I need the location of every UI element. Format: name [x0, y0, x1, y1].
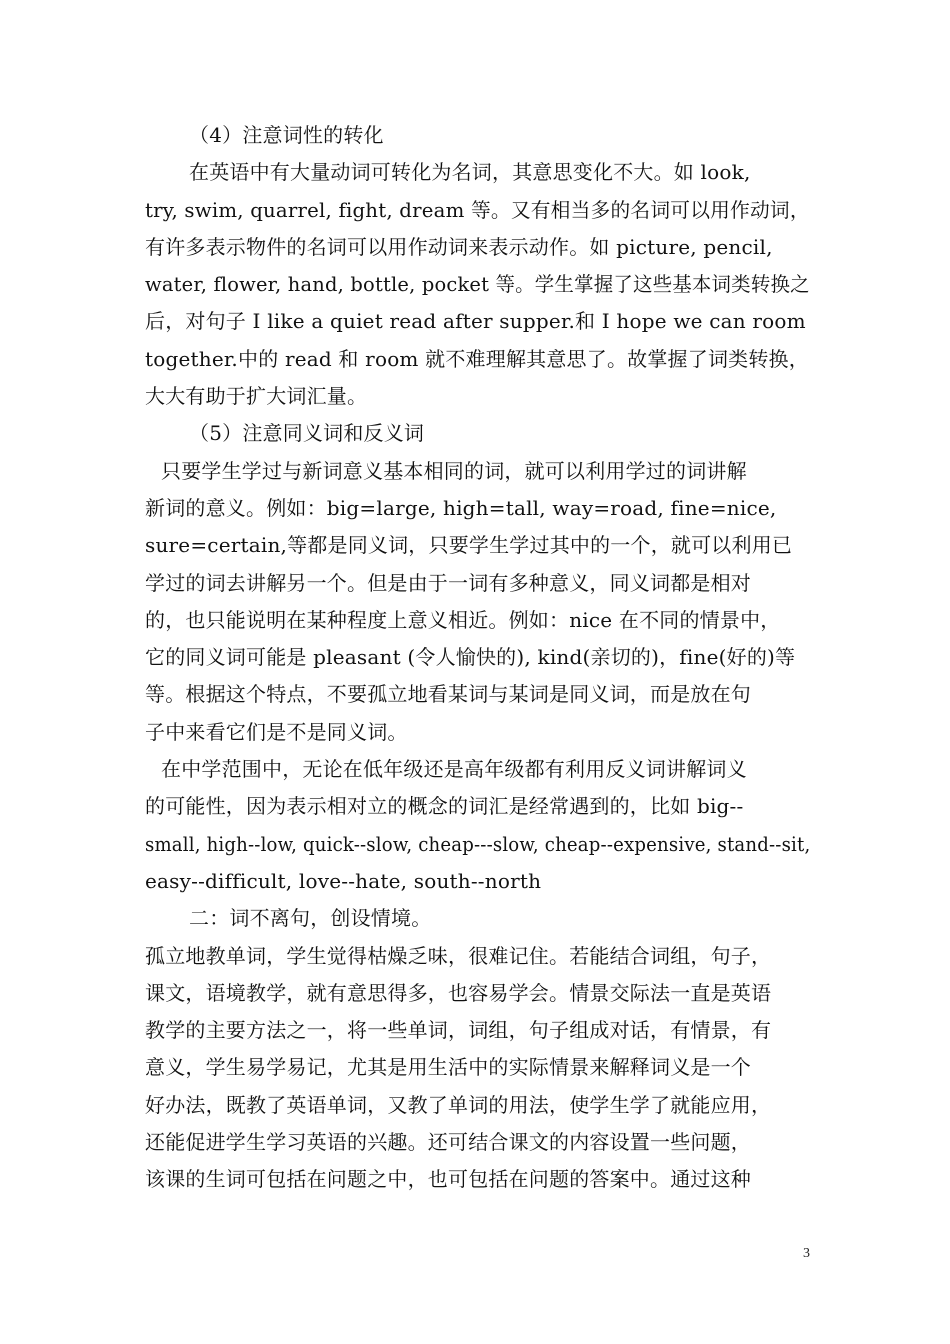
text-line: try, swim, quarrel, fight, dream 等。又有相当多的名词可以用作动词， [145, 197, 810, 222]
text-line: （4）注意词性的转化 [189, 123, 384, 147]
text-line: 孤立地教单词，学生觉得枯燥乏味，很难记住。若能结合词组，句子， [145, 943, 772, 968]
text-line: 的，也只能说明在某种程度上意义相近。例如：nice 在不同的情景中， [145, 607, 781, 632]
text-line: 它的同义词可能是 pleasant (令人愉快的), kind(亲切的)，fine(好的)等 [145, 645, 796, 670]
text-line: 好办法，既教了英语单词，又教了单词的用法，使学生学了就能应用， [145, 1092, 772, 1117]
text-line: 该课的生词可包括在问题之中，也可包括在问题的答案中。通过这种 [145, 1167, 751, 1192]
text-line: 只要学生学过与新词意义基本相同的词，就可以利用学过的词讲解 [161, 458, 747, 483]
text-line: small, high--low, quick--slow, cheap---slow, cheap--expensive, stand--sit, [145, 831, 810, 856]
text-line: 还能促进学生学习英语的兴趣。还可结合课文的内容设置一些问题， [145, 1130, 751, 1155]
text-line: 新词的意义。例如：big=large, high=tall, way=road, fine=nice, [145, 495, 777, 520]
text-line: 大大有助于扩大词汇量。 [145, 384, 368, 409]
text-line: 在英语中有大量动词可转化为名词，其意思变化不大。如 look, [189, 160, 751, 185]
text-line: 子中来看它们是不是同义词。 [145, 719, 408, 744]
text-line: together.中的 read 和 room 就不难理解其意思了。故掌握了词类转换， [145, 346, 809, 371]
text-line: （5）注意同义词和反义词 [189, 421, 425, 446]
text-line: 后，对句子 I like a quiet read after supper.和 I hope we can room [145, 309, 806, 334]
text-line: sure=certain,等都是同义词，只要学生学过其中的一个，就可以利用已 [145, 533, 793, 558]
text-line: 课文，语境教学，就有意思得多，也容易学会。情景交际法一直是英语 [145, 980, 772, 1005]
text-line: 在中学范围中，无论在低年级还是高年级都有利用反义词讲解词义 [161, 757, 747, 782]
body-text [145, 117, 810, 1199]
page-number: 3 [803, 1246, 810, 1261]
text-line: 有许多表示物件的名词可以用作动词来表示动作。如 picture, pencil, [145, 234, 773, 259]
text-line: 意义，学生易学易记，尤其是用生活中的实际情景来解释词义是一个 [145, 1055, 751, 1080]
text-line: water, flower, hand, bottle, pocket 等。学生掌握了这些基本词类转换之 [145, 272, 810, 297]
text-line: 等。根据这个特点，不要孤立地看某词与某词是同义词，而是放在句 [145, 682, 751, 707]
text-line: 教学的主要方法之一，将一些单词，词组，句子组成对话，有情景，有 [145, 1018, 772, 1043]
text-line: 的可能性，因为表示相对立的概念的词汇是经常遇到的，比如 big-- [145, 794, 744, 819]
text-line: 学过的词去讲解另一个。但是由于一词有多种意义，同义词都是相对 [145, 570, 751, 595]
text-line: easy--difficult, love--hate, south--north [145, 868, 542, 893]
text-line: 二：词不离句，创设情境。 [189, 906, 432, 931]
